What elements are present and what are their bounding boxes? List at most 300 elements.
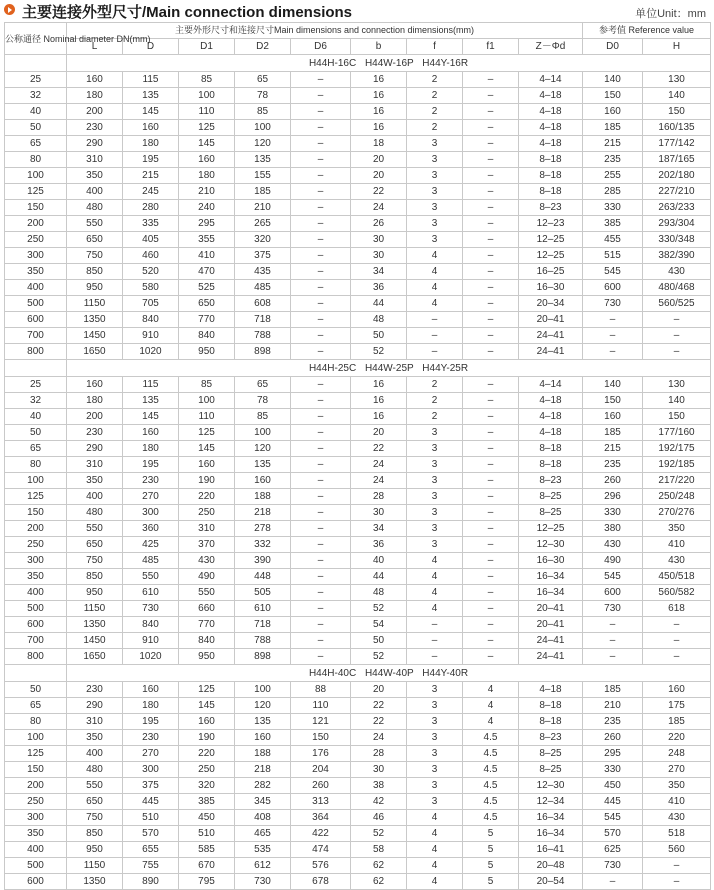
table-cell: 16–34 bbox=[519, 569, 583, 585]
table-cell: 2 bbox=[407, 393, 463, 409]
dn-cell: 600 bbox=[5, 874, 67, 890]
table-cell: 62 bbox=[351, 874, 407, 890]
group-label: H44H-16C H44W-16P H44Y-16R bbox=[67, 55, 711, 72]
table-cell: 187/165 bbox=[643, 152, 711, 168]
table-cell: 282 bbox=[235, 778, 291, 794]
table-cell: 612 bbox=[235, 858, 291, 874]
table-cell: 950 bbox=[67, 585, 123, 601]
table-cell: 88 bbox=[291, 682, 351, 698]
table-cell: 4 bbox=[407, 569, 463, 585]
dn-cell: 350 bbox=[5, 569, 67, 585]
table-row bbox=[5, 248, 711, 264]
table-cell: 180 bbox=[123, 698, 179, 714]
table-cell: 16–34 bbox=[519, 810, 583, 826]
table-cell: 718 bbox=[235, 312, 291, 328]
table-row bbox=[5, 184, 711, 200]
table-cell: 510 bbox=[123, 810, 179, 826]
table-cell: 385 bbox=[179, 794, 235, 810]
table-cell: 245 bbox=[123, 184, 179, 200]
table-cell: 20–41 bbox=[519, 312, 583, 328]
table-cell: – bbox=[291, 585, 351, 601]
table-cell: 950 bbox=[67, 842, 123, 858]
table-cell: 140 bbox=[643, 88, 711, 104]
table-cell: 610 bbox=[235, 601, 291, 617]
group-header-spacer bbox=[5, 665, 67, 682]
table-cell: 110 bbox=[179, 409, 235, 425]
group-header-spacer bbox=[5, 55, 67, 72]
table-cell: 230 bbox=[67, 682, 123, 698]
table-cell: 755 bbox=[123, 858, 179, 874]
table-cell: 125 bbox=[179, 120, 235, 136]
dn-cell: 125 bbox=[5, 184, 67, 200]
table-cell: – bbox=[463, 296, 519, 312]
table-cell: 545 bbox=[583, 569, 643, 585]
table-cell: 655 bbox=[123, 842, 179, 858]
table-row bbox=[5, 521, 711, 537]
table-row bbox=[5, 344, 711, 360]
table-cell: 145 bbox=[123, 409, 179, 425]
table-cell: 3 bbox=[407, 200, 463, 216]
table-cell: 4 bbox=[463, 698, 519, 714]
table-cell: 320 bbox=[235, 232, 291, 248]
table-cell: 345 bbox=[235, 794, 291, 810]
dn-cell: 300 bbox=[5, 810, 67, 826]
table-cell: 770 bbox=[179, 312, 235, 328]
table-cell: – bbox=[407, 312, 463, 328]
table-cell: – bbox=[291, 617, 351, 633]
table-cell: 550 bbox=[67, 216, 123, 232]
dn-cell: 500 bbox=[5, 858, 67, 874]
table-row bbox=[5, 136, 711, 152]
table-row bbox=[5, 312, 711, 328]
column-header: f1 bbox=[463, 39, 519, 55]
table-cell: 3 bbox=[407, 232, 463, 248]
table-row bbox=[5, 425, 711, 441]
table-cell: – bbox=[463, 200, 519, 216]
table-cell: 4–18 bbox=[519, 682, 583, 698]
table-row bbox=[5, 72, 711, 88]
table-cell: 313 bbox=[291, 794, 351, 810]
table-cell: 448 bbox=[235, 569, 291, 585]
table-cell: 192/185 bbox=[643, 457, 711, 473]
table-cell: 300 bbox=[123, 505, 179, 521]
table-cell: 44 bbox=[351, 296, 407, 312]
table-cell: – bbox=[583, 328, 643, 344]
table-cell: 3 bbox=[407, 730, 463, 746]
table-row bbox=[5, 714, 711, 730]
table-cell: 3 bbox=[407, 778, 463, 794]
table-cell: 46 bbox=[351, 810, 407, 826]
table-cell: 263/233 bbox=[643, 200, 711, 216]
table-cell: 160 bbox=[235, 730, 291, 746]
table-cell: 545 bbox=[583, 810, 643, 826]
table-cell: 145 bbox=[123, 104, 179, 120]
table-cell: 455 bbox=[583, 232, 643, 248]
dn-cell: 40 bbox=[5, 104, 67, 120]
table-cell: 2 bbox=[407, 409, 463, 425]
table-cell: 270 bbox=[123, 489, 179, 505]
table-cell: 3 bbox=[407, 505, 463, 521]
table-cell: – bbox=[291, 312, 351, 328]
table-cell: 410 bbox=[179, 248, 235, 264]
table-cell: – bbox=[463, 409, 519, 425]
table-cell: 8–23 bbox=[519, 200, 583, 216]
table-cell: 330 bbox=[583, 505, 643, 521]
page-title: 主要连接外型尺寸/Main connection dimensions bbox=[22, 4, 353, 21]
table-cell: 840 bbox=[179, 328, 235, 344]
table-cell: – bbox=[463, 649, 519, 665]
table-cell: 5 bbox=[463, 874, 519, 890]
table-cell: 285 bbox=[583, 184, 643, 200]
table-cell: 24 bbox=[351, 473, 407, 489]
table-cell: – bbox=[463, 377, 519, 393]
table-cell: – bbox=[463, 88, 519, 104]
table-cell: 176 bbox=[291, 746, 351, 762]
table-cell: 4–14 bbox=[519, 72, 583, 88]
table-cell: 8–23 bbox=[519, 473, 583, 489]
table-cell: 4 bbox=[407, 264, 463, 280]
table-cell: 20 bbox=[351, 682, 407, 698]
table-row bbox=[5, 553, 711, 569]
table-cell: 16–34 bbox=[519, 826, 583, 842]
dn-cell: 700 bbox=[5, 328, 67, 344]
table-cell: 510 bbox=[179, 826, 235, 842]
table-cell: 135 bbox=[235, 714, 291, 730]
table-cell: 160 bbox=[643, 682, 711, 698]
dimensions-table bbox=[4, 22, 711, 890]
table-cell: 290 bbox=[67, 441, 123, 457]
table-cell: 3 bbox=[407, 216, 463, 232]
group-header-spacer bbox=[5, 360, 67, 377]
table-cell: 3 bbox=[407, 714, 463, 730]
table-cell: 4 bbox=[463, 714, 519, 730]
table-cell: 950 bbox=[179, 649, 235, 665]
table-cell: 210 bbox=[179, 184, 235, 200]
table-cell: – bbox=[583, 633, 643, 649]
table-cell: 120 bbox=[235, 441, 291, 457]
table-cell: – bbox=[463, 104, 519, 120]
dn-cell: 350 bbox=[5, 264, 67, 280]
table-cell: 1350 bbox=[67, 874, 123, 890]
table-cell: – bbox=[643, 633, 711, 649]
table-cell: 220 bbox=[179, 489, 235, 505]
table-cell: 330 bbox=[583, 762, 643, 778]
column-header: D0 bbox=[583, 39, 643, 55]
table-cell: 4 bbox=[407, 248, 463, 264]
table-cell: 235 bbox=[583, 457, 643, 473]
dn-cell: 25 bbox=[5, 72, 67, 88]
table-cell: – bbox=[463, 120, 519, 136]
table-cell: 290 bbox=[67, 136, 123, 152]
table-cell: 2 bbox=[407, 120, 463, 136]
table-cell: 12–23 bbox=[519, 216, 583, 232]
table-cell: 4.5 bbox=[463, 778, 519, 794]
table-cell: 550 bbox=[67, 521, 123, 537]
table-cell: 4–14 bbox=[519, 377, 583, 393]
table-cell: 190 bbox=[179, 473, 235, 489]
table-cell: 121 bbox=[291, 714, 351, 730]
table-cell: 730 bbox=[235, 874, 291, 890]
table-cell: 40 bbox=[351, 553, 407, 569]
table-cell: 20 bbox=[351, 425, 407, 441]
table-cell: 576 bbox=[291, 858, 351, 874]
table-cell: – bbox=[291, 537, 351, 553]
table-cell: 160 bbox=[123, 682, 179, 698]
group-label: H44H-25C H44W-25P H44Y-25R bbox=[67, 360, 711, 377]
table-cell: 16 bbox=[351, 72, 407, 88]
table-row bbox=[5, 858, 711, 874]
table-cell: 650 bbox=[67, 537, 123, 553]
table-cell: 1150 bbox=[67, 296, 123, 312]
table-cell: 160/135 bbox=[643, 120, 711, 136]
table-cell: 16 bbox=[351, 120, 407, 136]
table-cell: 850 bbox=[67, 569, 123, 585]
dn-cell: 200 bbox=[5, 778, 67, 794]
table-row bbox=[5, 633, 711, 649]
dn-cell: 150 bbox=[5, 200, 67, 216]
table-cell: 450/518 bbox=[643, 569, 711, 585]
table-cell: 535 bbox=[235, 842, 291, 858]
dn-cell: 80 bbox=[5, 152, 67, 168]
table-cell: 160 bbox=[235, 473, 291, 489]
table-cell: – bbox=[643, 312, 711, 328]
table-cell: 3 bbox=[407, 746, 463, 762]
table-cell: – bbox=[291, 232, 351, 248]
table-cell: 520 bbox=[123, 264, 179, 280]
table-cell: 430 bbox=[179, 553, 235, 569]
table-cell: – bbox=[291, 344, 351, 360]
table-cell: 130 bbox=[643, 72, 711, 88]
table-row bbox=[5, 794, 711, 810]
table-row bbox=[5, 457, 711, 473]
table-cell: 3 bbox=[407, 489, 463, 505]
table-cell: 4 bbox=[407, 826, 463, 842]
table-cell: 16–30 bbox=[519, 280, 583, 296]
table-cell: 788 bbox=[235, 328, 291, 344]
table-cell: 480 bbox=[67, 200, 123, 216]
table-cell: 85 bbox=[235, 409, 291, 425]
table-cell: – bbox=[643, 874, 711, 890]
table-cell: 618 bbox=[643, 601, 711, 617]
table-cell: 215 bbox=[583, 136, 643, 152]
table-cell: – bbox=[291, 633, 351, 649]
table-cell: 545 bbox=[583, 264, 643, 280]
table-row bbox=[5, 264, 711, 280]
table-cell: – bbox=[583, 312, 643, 328]
table-cell: 898 bbox=[235, 344, 291, 360]
table-cell: 48 bbox=[351, 585, 407, 601]
table-cell: 50 bbox=[351, 328, 407, 344]
table-cell: 650 bbox=[179, 296, 235, 312]
table-cell: – bbox=[291, 88, 351, 104]
table-cell: 750 bbox=[67, 248, 123, 264]
table-cell: 400 bbox=[67, 489, 123, 505]
table-cell: 160 bbox=[583, 409, 643, 425]
table-cell: 300 bbox=[123, 762, 179, 778]
table-cell: 100 bbox=[235, 120, 291, 136]
table-cell: 8–25 bbox=[519, 489, 583, 505]
table-cell: – bbox=[463, 72, 519, 88]
table-cell: 30 bbox=[351, 248, 407, 264]
table-cell: 240 bbox=[179, 200, 235, 216]
table-cell: 355 bbox=[179, 232, 235, 248]
table-cell: 180 bbox=[123, 441, 179, 457]
table-cell: 4 bbox=[407, 842, 463, 858]
table-cell: 3 bbox=[407, 762, 463, 778]
table-cell: 1450 bbox=[67, 328, 123, 344]
table-cell: 5 bbox=[463, 858, 519, 874]
table-cell: 560/525 bbox=[643, 296, 711, 312]
table-cell: 58 bbox=[351, 842, 407, 858]
table-row bbox=[5, 537, 711, 553]
group-header-row bbox=[5, 55, 711, 72]
table-cell: 570 bbox=[583, 826, 643, 842]
dn-cell: 100 bbox=[5, 730, 67, 746]
dn-cell: 350 bbox=[5, 826, 67, 842]
table-cell: 140 bbox=[583, 72, 643, 88]
table-cell: 20–48 bbox=[519, 858, 583, 874]
table-cell: 52 bbox=[351, 601, 407, 617]
table-cell: 230 bbox=[123, 730, 179, 746]
table-cell: – bbox=[643, 344, 711, 360]
table-cell: – bbox=[643, 617, 711, 633]
table-cell: 52 bbox=[351, 649, 407, 665]
table-cell: – bbox=[643, 649, 711, 665]
table-cell: 28 bbox=[351, 489, 407, 505]
table-cell: 177/142 bbox=[643, 136, 711, 152]
table-cell: 260 bbox=[583, 730, 643, 746]
table-cell: 20–34 bbox=[519, 296, 583, 312]
column-header: D bbox=[123, 39, 179, 55]
table-cell: 16–41 bbox=[519, 842, 583, 858]
table-row bbox=[5, 649, 711, 665]
table-row bbox=[5, 778, 711, 794]
table-cell: 210 bbox=[235, 200, 291, 216]
dn-cell: 300 bbox=[5, 553, 67, 569]
table-cell: 3 bbox=[407, 441, 463, 457]
dn-cell: 250 bbox=[5, 794, 67, 810]
table-cell: 30 bbox=[351, 762, 407, 778]
table-cell: 1650 bbox=[67, 649, 123, 665]
dn-cell: 80 bbox=[5, 714, 67, 730]
table-cell: 24–41 bbox=[519, 344, 583, 360]
table-cell: – bbox=[407, 617, 463, 633]
table-cell: 65 bbox=[235, 377, 291, 393]
table-cell: 280 bbox=[123, 200, 179, 216]
table-cell: 145 bbox=[179, 136, 235, 152]
table-cell: – bbox=[291, 393, 351, 409]
table-cell: 24–41 bbox=[519, 649, 583, 665]
table-cell: 898 bbox=[235, 649, 291, 665]
dn-cell: 600 bbox=[5, 617, 67, 633]
table-cell: 320 bbox=[179, 778, 235, 794]
table-cell: – bbox=[291, 184, 351, 200]
dn-cell: 100 bbox=[5, 473, 67, 489]
table-cell: 730 bbox=[583, 858, 643, 874]
table-cell: – bbox=[463, 232, 519, 248]
table-cell: 52 bbox=[351, 826, 407, 842]
table-cell: 270/276 bbox=[643, 505, 711, 521]
table-row bbox=[5, 569, 711, 585]
table-cell: 26 bbox=[351, 216, 407, 232]
table-cell: 110 bbox=[179, 104, 235, 120]
table-cell: – bbox=[463, 601, 519, 617]
table-cell: 4.5 bbox=[463, 762, 519, 778]
table-cell: 3 bbox=[407, 537, 463, 553]
table-cell: 50 bbox=[351, 633, 407, 649]
table-cell: 230 bbox=[123, 473, 179, 489]
table-cell: 750 bbox=[67, 810, 123, 826]
table-cell: – bbox=[463, 280, 519, 296]
table-cell: 1150 bbox=[67, 601, 123, 617]
table-cell: 608 bbox=[235, 296, 291, 312]
table-cell: 518 bbox=[643, 826, 711, 842]
table-cell: 250/248 bbox=[643, 489, 711, 505]
table-cell: 8–25 bbox=[519, 746, 583, 762]
table-cell: 385 bbox=[583, 216, 643, 232]
table-cell: 380 bbox=[583, 521, 643, 537]
table-cell: 8–18 bbox=[519, 698, 583, 714]
page-header bbox=[0, 0, 714, 22]
table-cell: 2 bbox=[407, 88, 463, 104]
group-label: H44H-40C H44W-40P H44Y-40R bbox=[67, 665, 711, 682]
table-cell: 332 bbox=[235, 537, 291, 553]
table-cell: 310 bbox=[67, 457, 123, 473]
table-cell: 202/180 bbox=[643, 168, 711, 184]
table-cell: 430 bbox=[643, 810, 711, 826]
table-cell: 260 bbox=[583, 473, 643, 489]
table-cell: 85 bbox=[179, 72, 235, 88]
table-cell: 175 bbox=[643, 698, 711, 714]
table-cell: 3 bbox=[407, 473, 463, 489]
column-header: D6 bbox=[291, 39, 351, 55]
table-cell: 195 bbox=[123, 152, 179, 168]
table-cell: 4.5 bbox=[463, 746, 519, 762]
dn-cell: 65 bbox=[5, 698, 67, 714]
table-cell: – bbox=[291, 505, 351, 521]
table-cell: 310 bbox=[67, 152, 123, 168]
table-cell: 255 bbox=[583, 168, 643, 184]
table-cell: 120 bbox=[235, 698, 291, 714]
table-cell: 44 bbox=[351, 569, 407, 585]
table-row bbox=[5, 762, 711, 778]
column-header: H bbox=[643, 39, 711, 55]
dn-cell: 800 bbox=[5, 649, 67, 665]
table-cell: – bbox=[291, 136, 351, 152]
table-row bbox=[5, 296, 711, 312]
reference-header: 参考值 Reference value bbox=[583, 23, 711, 39]
table-cell: 350 bbox=[67, 473, 123, 489]
table-cell: 550 bbox=[179, 585, 235, 601]
table-cell: 215 bbox=[583, 441, 643, 457]
table-cell: 560/582 bbox=[643, 585, 711, 601]
table-cell: 20–41 bbox=[519, 617, 583, 633]
table-cell: – bbox=[463, 216, 519, 232]
table-row bbox=[5, 505, 711, 521]
table-cell: 220 bbox=[643, 730, 711, 746]
table-cell: – bbox=[463, 537, 519, 553]
table-row bbox=[5, 746, 711, 762]
table-cell: 180 bbox=[67, 88, 123, 104]
table-cell: – bbox=[291, 200, 351, 216]
table-cell: 12–25 bbox=[519, 248, 583, 264]
table-cell: – bbox=[463, 489, 519, 505]
table-cell: 235 bbox=[583, 714, 643, 730]
table-cell: 730 bbox=[583, 296, 643, 312]
table-cell: – bbox=[291, 168, 351, 184]
table-cell: 480 bbox=[67, 762, 123, 778]
table-row bbox=[5, 842, 711, 858]
